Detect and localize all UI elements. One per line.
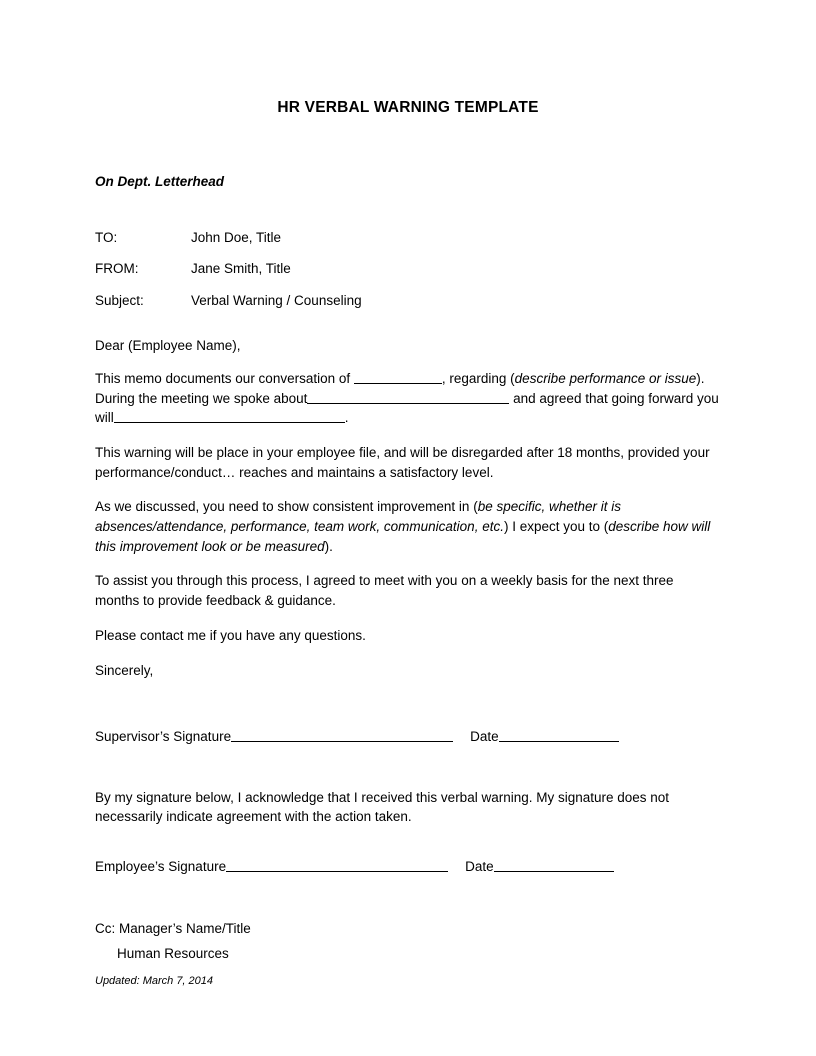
header-field-from-label: FROM: [95,261,139,277]
header-field-from [95,261,721,277]
paragraph-file-retention: This warning will be place in your employee file, and will be disregarded after 18 months, provided your performance/conduct… reaches and maintains a satisfactory level. [95,444,710,480]
header-field-to [95,230,721,246]
header-field-from-value: Jane Smith, Title [191,261,291,277]
letterhead-note: On Dept. Letterhead [95,173,225,189]
paragraph-3-segment-1: As we discussed, you need to show consistent improvement in ( [95,499,478,515]
header-field-to-label: TO: [95,229,118,245]
cc-manager-line: Cc: Manager’s Name/Title [95,921,251,937]
employee-date-blank[interactable] [494,858,614,872]
paragraph-assistance: To assist you through this process, I agreed to meet with you on a weekly basis for the next three months to provide feedback & guidance. [95,573,674,609]
cc-block [95,874,721,961]
paragraph-1-segment-5: and agreed that going forward you will [95,390,719,426]
paragraph-contact: Please contact me if you have any questions. [95,627,366,643]
blank-conversation-date [354,370,442,384]
header-field-subject [95,293,721,309]
employee-date-label: Date [465,858,494,874]
paragraph-improvement [95,482,721,556]
paragraph-1-placeholder-issue: describe performance or issue [514,370,697,386]
paragraph-1-segment-6: . [344,410,349,426]
cc-human-resources-line: Human Resources [117,945,229,961]
supervisor-signature-label: Supervisor’s Signature [95,729,232,745]
employee-signature-label: Employee’s Signature [95,858,227,874]
supervisor-date-label: Date [470,729,499,745]
header-fields [95,190,721,309]
blank-going-forward [114,409,345,423]
supervisor-signature-line [95,680,721,744]
paragraph-1-segment-2: , regarding ( [441,370,515,386]
page-title: HR VERBAL WARNING TEMPLATE [277,99,539,116]
paragraph-1-segment-1: This memo documents our conversation of [95,370,354,386]
paragraph-acknowledgement: By my signature below, I acknowledge that I received this verbal warning. My signature does not necessarily indicate agreement with the action taken. [95,789,670,825]
paragraph-3-placeholder-specifics: be specific, whether it is absences/attendance, performance, team work, communication, etc. [95,499,621,535]
document-content [95,0,721,961]
header-field-subject-label: Subject: [95,292,144,308]
header-field-to-value: John Doe, Title [191,229,282,245]
footer-updated-date: Updated: March 7, 2014 [95,975,214,987]
header-field-subject-value: Verbal Warning / Counseling [191,292,362,308]
closing-line: Sincerely, [95,662,154,678]
paragraph-conversation [95,354,721,428]
supervisor-date-blank[interactable] [499,728,619,742]
supervisor-signature-blank[interactable] [231,728,453,742]
salutation: Dear (Employee Name), [95,338,241,354]
blank-topic-discussed [307,390,509,404]
employee-signature-blank[interactable] [226,858,448,872]
paragraph-3-placeholder-measure: describe how will this improvement look or be measured [95,519,711,554]
paragraph-3-segment-3: ) I expect you to ( [503,519,609,535]
paragraph-3-segment-5: ). [324,538,333,554]
paragraph-1-segment-4: ). During the meeting we spoke about [95,370,705,406]
employee-signature-line [95,827,721,874]
